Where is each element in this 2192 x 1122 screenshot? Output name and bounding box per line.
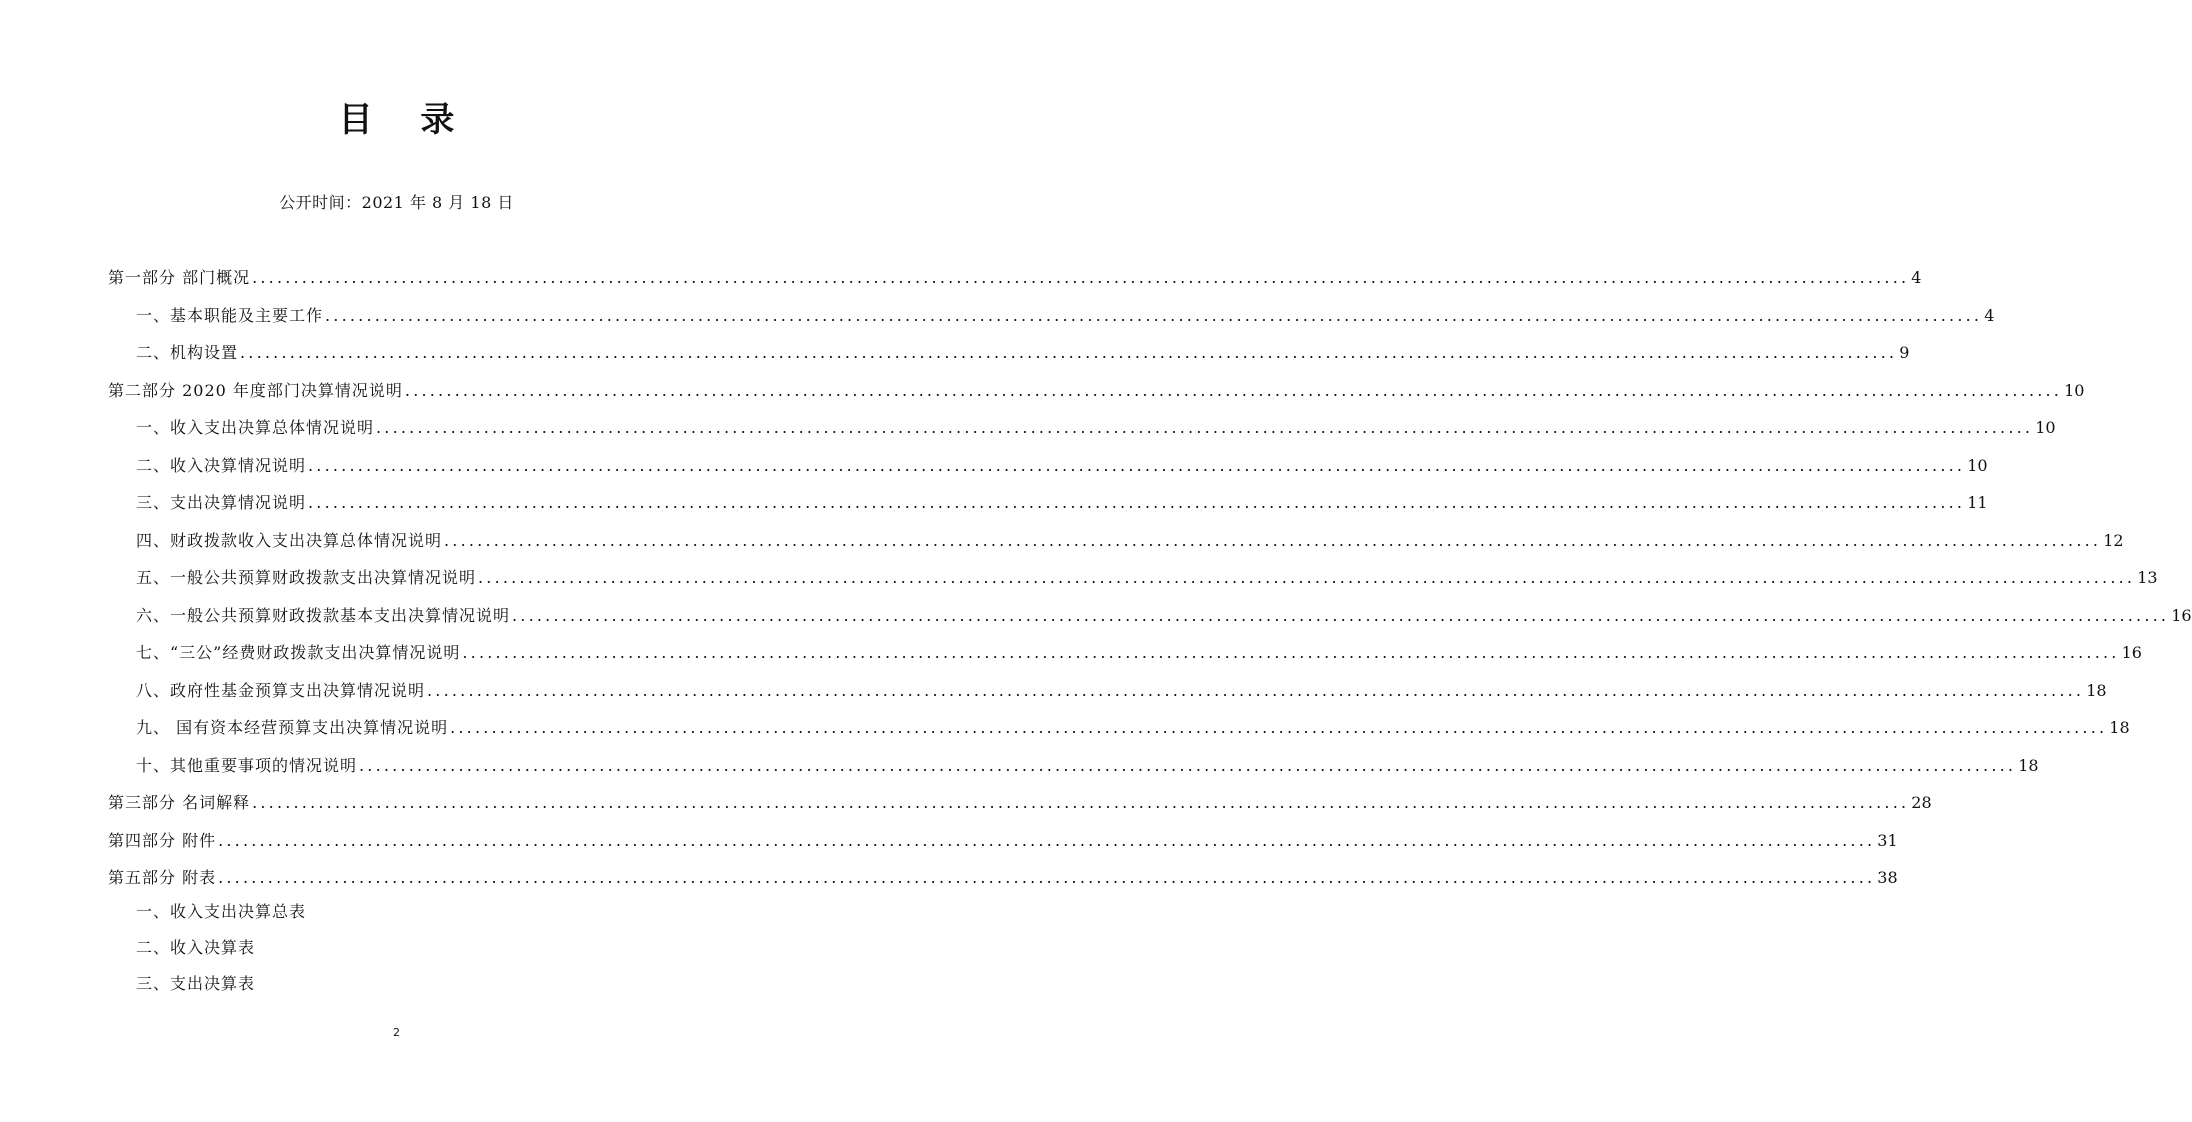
- appendix-item: 一、收入支出决算总表: [136, 902, 307, 921]
- page-number: 2: [393, 1026, 400, 1039]
- toc-entry-page: 11: [1967, 493, 1988, 512]
- toc-entry[interactable]: [108, 638, 2142, 676]
- toc-entry-page: 18: [2109, 718, 2130, 737]
- appendix-item: 三、支出决算表: [136, 974, 256, 993]
- toc-entry-label: 第一部分 部门概况: [108, 268, 251, 287]
- toc-entry-page: 4: [1984, 305, 1995, 325]
- toc-entry-label: 四、财政拨款收入支出决算总体情况说明: [136, 530, 443, 550]
- toc-entry[interactable]: [108, 676, 2107, 714]
- toc-dot-leader: ........................................................................................................................................................................................................: [478, 568, 2136, 587]
- toc-entry-page: 16: [2121, 643, 2142, 662]
- toc-entry[interactable]: [108, 488, 1988, 526]
- toc-entry-label: 第五部分 附表: [108, 868, 217, 887]
- toc-dot-leader: ........................................................................................................................................................................................................: [404, 380, 2063, 400]
- toc-dot-leader: ........................................................................................................................................................................................................: [359, 755, 2017, 775]
- appendix-item: 二、收入决算表: [136, 938, 256, 957]
- toc-entry[interactable]: [108, 338, 1910, 376]
- toc-entry[interactable]: [108, 301, 1995, 339]
- toc-dot-leader: ........................................................................................................................................................................................................: [252, 793, 1910, 812]
- toc-entry[interactable]: [108, 751, 2039, 789]
- toc-entry-label: 第四部分 附件: [108, 830, 217, 850]
- toc-dot-leader: ........................................................................................................................................................................................................: [376, 418, 2034, 437]
- toc-entry-label: 三、支出决算情况说明: [136, 493, 307, 512]
- toc-entry-label: 一、收入支出决算总体情况说明: [136, 418, 375, 437]
- toc-entry[interactable]: [108, 713, 2130, 751]
- toc-dot-leader: ........................................................................................................................................................................................................: [308, 455, 1966, 475]
- toc-dot-leader: ........................................................................................................................................................................................................: [444, 530, 2102, 550]
- toc-entry[interactable]: [108, 526, 2124, 564]
- toc-entry[interactable]: [108, 263, 1922, 301]
- table-of-contents: [108, 263, 2192, 901]
- toc-entry-page: 16: [2171, 605, 2192, 625]
- toc-dot-leader: ........................................................................................................................................................................................................: [308, 493, 1966, 512]
- toc-entry-label: 十、其他重要事项的情况说明: [136, 755, 358, 775]
- toc-entry-page: 12: [2103, 530, 2124, 550]
- toc-entry-page: 18: [2086, 680, 2107, 700]
- toc-entry-page: 28: [1911, 793, 1932, 812]
- toc-entry-label: 第二部分 2020 年度部门决算情况说明: [108, 380, 403, 400]
- toc-entry-label: 九、 国有资本经营预算支出决算情况说明: [136, 718, 449, 737]
- toc-entry-page: 10: [2035, 418, 2056, 437]
- toc-dot-leader: ........................................................................................................................................................................................................: [240, 343, 1898, 362]
- toc-entry-page: 31: [1877, 830, 1898, 850]
- toc-entry[interactable]: [108, 413, 2056, 451]
- toc-entry-page: 10: [1967, 455, 1988, 475]
- toc-entry-page: 10: [2064, 380, 2085, 400]
- toc-entry-label: 七、“三公”经费财政拨款支出决算情况说明: [136, 643, 461, 662]
- toc-entry[interactable]: [108, 788, 1932, 826]
- toc-entry-page: 38: [1877, 868, 1898, 887]
- toc-dot-leader: ........................................................................................................................................................................................................: [218, 868, 1876, 887]
- toc-entry[interactable]: [108, 376, 2085, 414]
- toc-dot-leader: ........................................................................................................................................................................................................: [252, 268, 1910, 287]
- toc-dot-leader: ........................................................................................................................................................................................................: [427, 680, 2085, 700]
- toc-entry-page: 4: [1911, 268, 1922, 287]
- toc-entry-label: 一、基本职能及主要工作: [136, 305, 324, 325]
- toc-entry[interactable]: [108, 601, 2192, 639]
- toc-entry-label: 五、一般公共预算财政拨款支出决算情况说明: [136, 568, 477, 587]
- toc-dot-leader: ........................................................................................................................................................................................................: [325, 305, 1983, 325]
- toc-dot-leader: ........................................................................................................................................................................................................: [218, 830, 1876, 850]
- toc-entry-page: 9: [1899, 343, 1910, 362]
- toc-dot-leader: ........................................................................................................................................................................................................: [462, 643, 2120, 662]
- toc-dot-leader: ........................................................................................................................................................................................................: [450, 718, 2108, 737]
- toc-entry-page: 18: [2018, 755, 2039, 775]
- toc-entry[interactable]: [108, 863, 1898, 901]
- toc-entry[interactable]: [108, 826, 1898, 864]
- publish-date: 公开时间：2021 年 8 月 18 日: [279, 193, 514, 212]
- appendix-table-list: [136, 897, 306, 1005]
- toc-entry-label: 六、一般公共预算财政拨款基本支出决算情况说明: [136, 605, 511, 625]
- toc-entry-page: 13: [2137, 568, 2158, 587]
- toc-entry-label: 二、收入决算情况说明: [136, 455, 307, 475]
- toc-entry-label: 八、政府性基金预算支出决算情况说明: [136, 680, 426, 700]
- toc-entry[interactable]: [108, 563, 2158, 601]
- toc-entry[interactable]: [108, 451, 1988, 489]
- toc-dot-leader: ........................................................................................................................................................................................................: [512, 605, 2170, 625]
- toc-entry-label: 二、机构设置: [136, 343, 239, 362]
- toc-entry-label: 第三部分 名词解释: [108, 793, 251, 812]
- document-title: 目 录: [338, 100, 473, 140]
